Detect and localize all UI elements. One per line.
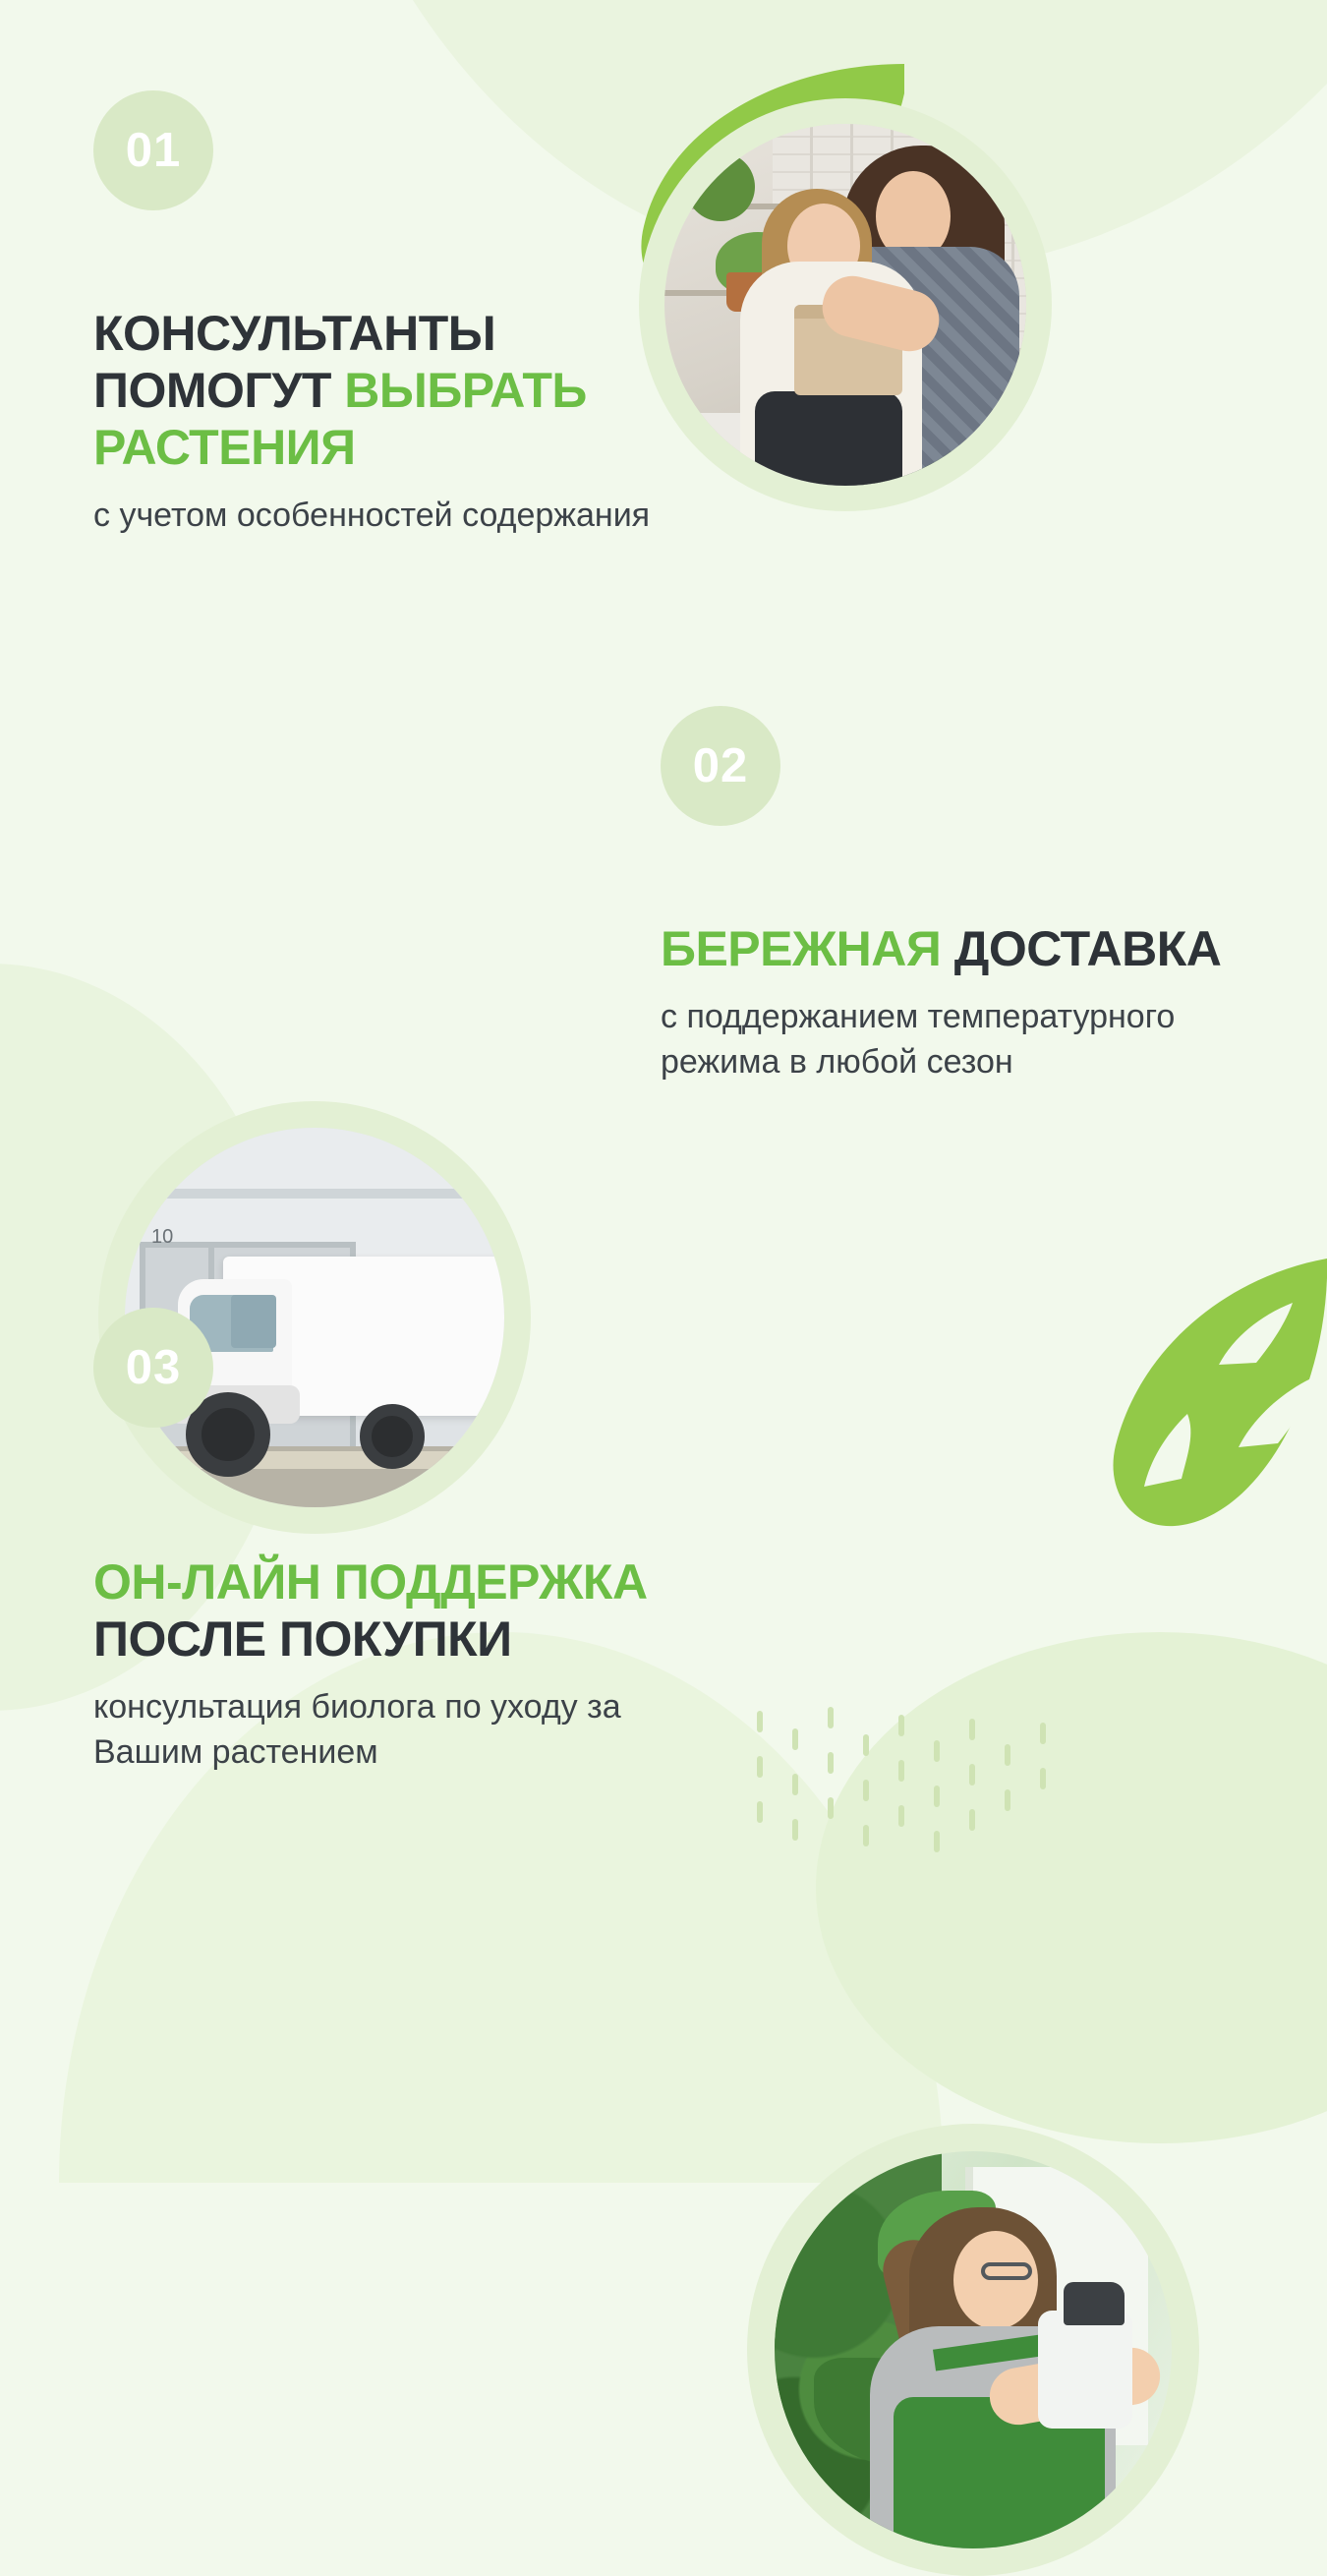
feature-subtext-1: с учетом особенностей содержания xyxy=(93,497,651,534)
headline-part-highlight: ВЫБРАТЬ РАСТЕНИЯ xyxy=(93,363,587,475)
feature-photo-ring-1 xyxy=(639,98,1052,511)
feature-subtext-2: с поддержанием температурного режима в любой сезон xyxy=(661,998,1176,1081)
feature-headline-3 xyxy=(93,1553,732,1668)
photo-delivery-van: 10 xyxy=(125,1128,504,1507)
step-number-3: 03 xyxy=(125,1341,182,1394)
feature-photo-3 xyxy=(775,2151,1172,2548)
headline-part-plain: КОНСУЛЬТАНТЫ ПОМОГУТ xyxy=(93,306,496,418)
headline-part-plain: ДОСТАВКА xyxy=(953,921,1222,976)
feature-block-2 xyxy=(661,706,1270,1084)
step-number-1: 01 xyxy=(125,124,182,177)
feature-headline-1 xyxy=(93,305,703,476)
feature-photo-1 xyxy=(664,124,1026,486)
feature-block-3 xyxy=(93,1308,732,1775)
feature-block-1 xyxy=(93,90,703,539)
headline-part-highlight: ОН-ЛАЙН ПОДДЕРЖКА xyxy=(93,1554,648,1610)
feature-photo-ring-3 xyxy=(747,2124,1199,2576)
headline-part-plain: ПОСЛЕ ПОКУПКИ xyxy=(93,1611,512,1667)
photo-plant-care-scene xyxy=(775,2151,1172,2548)
feature-subtext-3: консультация биолога по уходу за Вашим растением xyxy=(93,1688,621,1771)
photo-consultant-scene xyxy=(664,124,1026,486)
feature-headline-2 xyxy=(661,920,1270,977)
step-number-2: 02 xyxy=(692,739,749,792)
headline-part-highlight: БЕРЕЖНАЯ xyxy=(661,921,954,976)
step-badge-3 xyxy=(93,1308,213,1428)
step-badge-2 xyxy=(661,706,780,826)
step-badge-1 xyxy=(93,90,213,210)
